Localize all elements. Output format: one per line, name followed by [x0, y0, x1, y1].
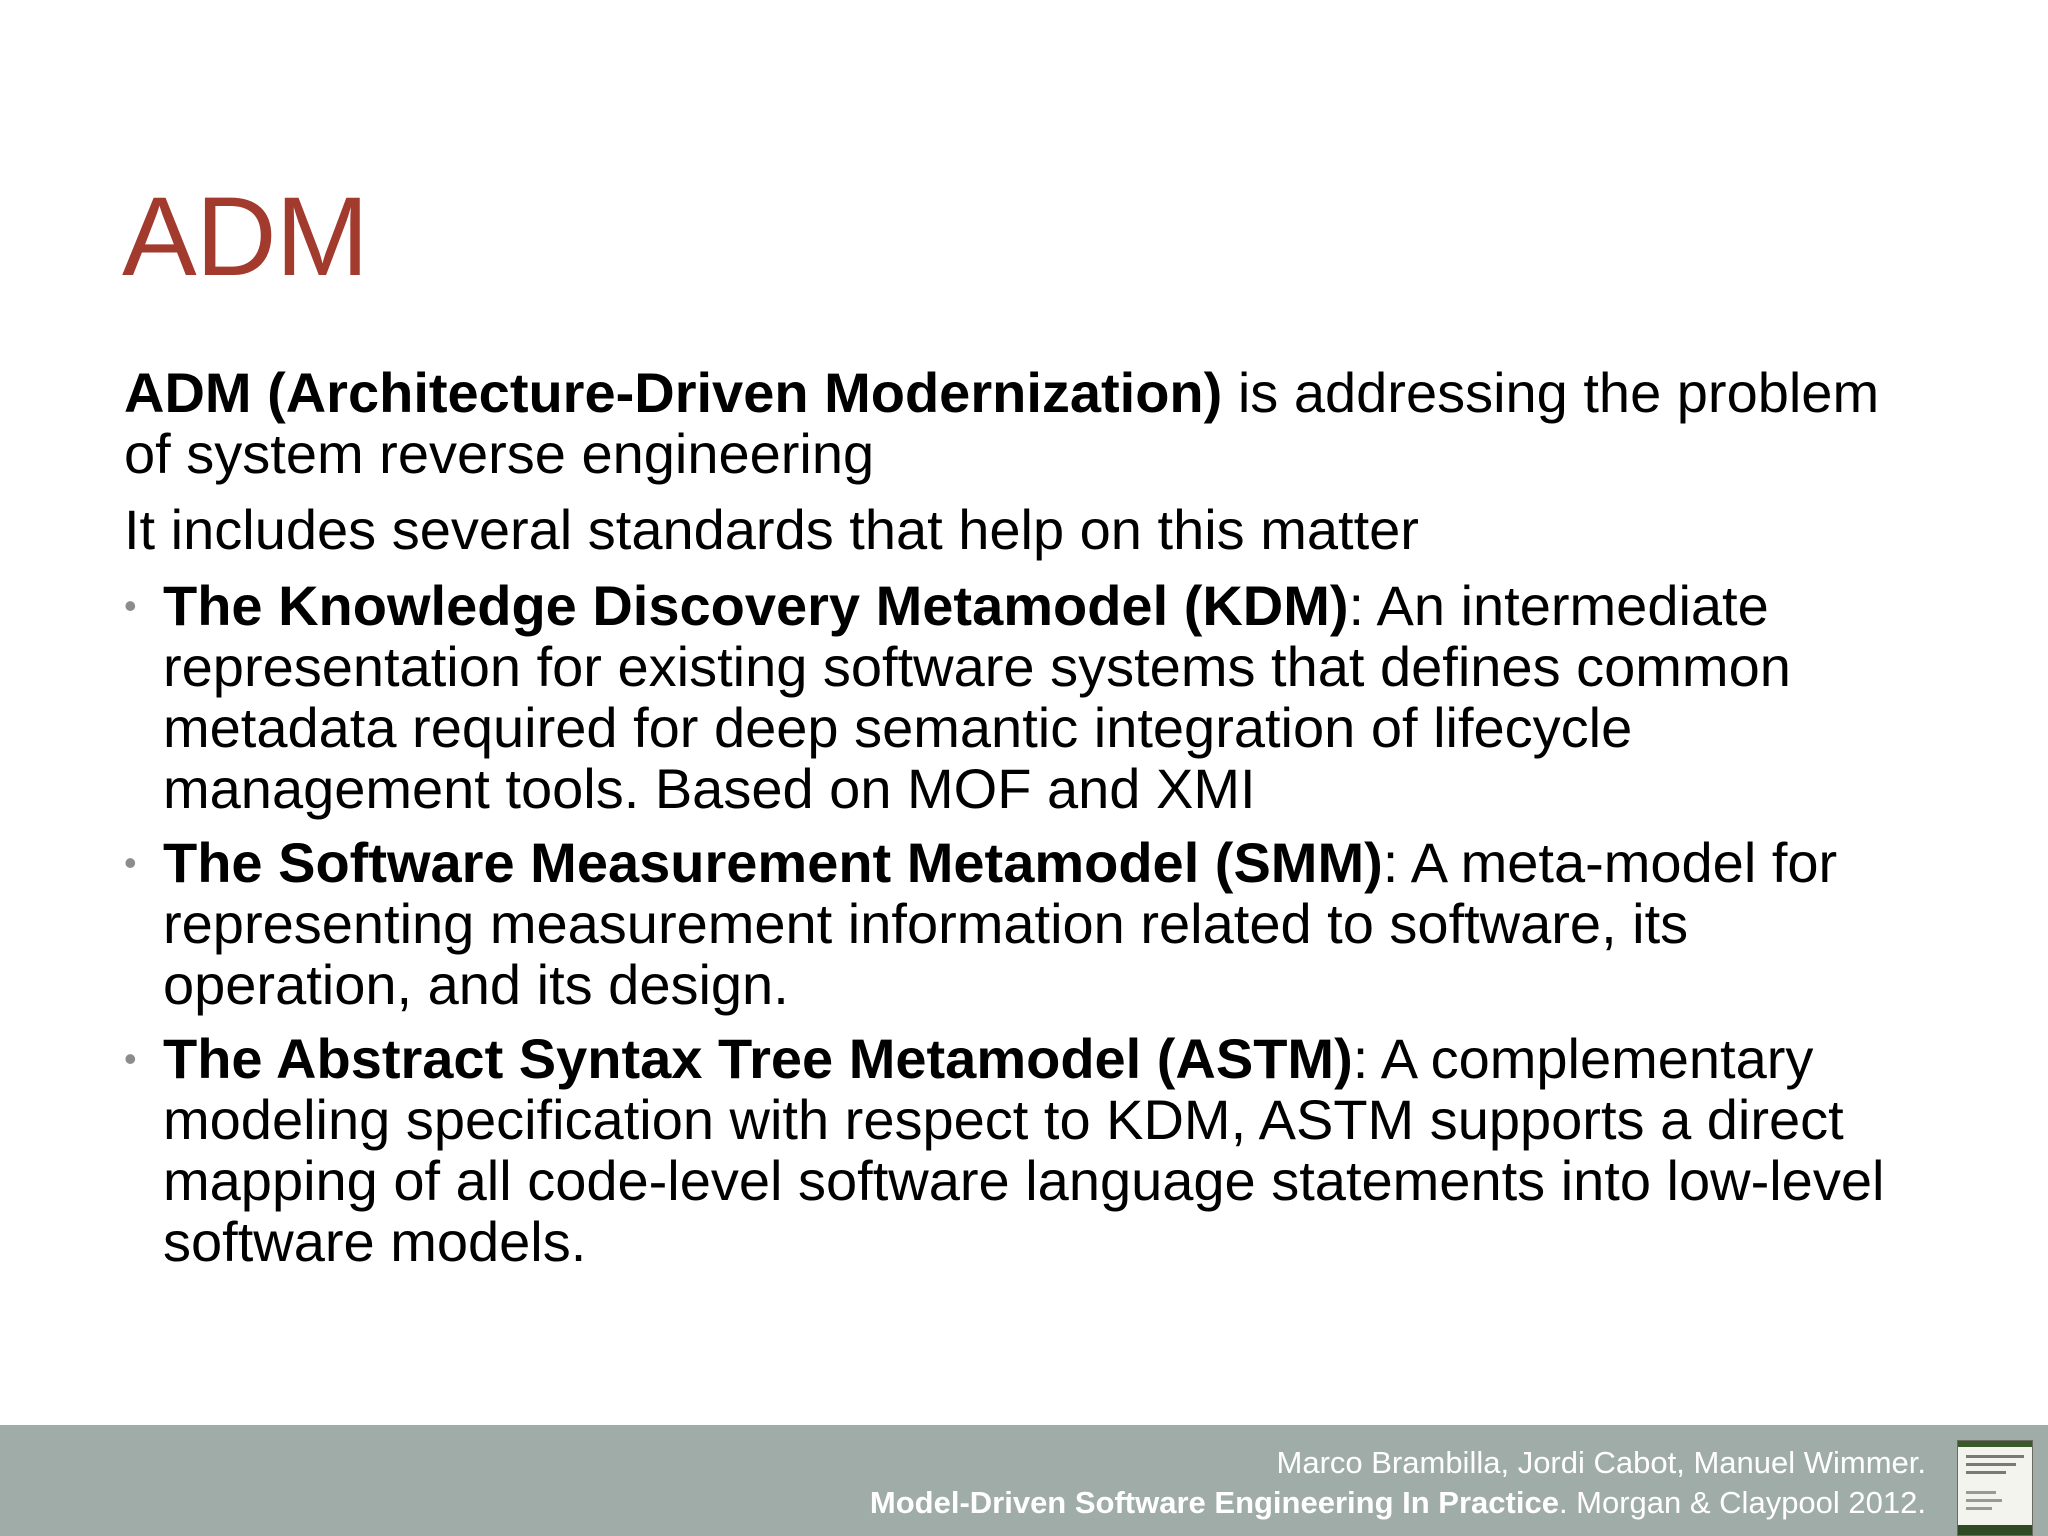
citation-book-title: Model-Driven Software Engineering In Practice	[869, 1485, 1559, 1520]
bullet-icon: •	[124, 842, 137, 883]
bullet-term: The Knowledge Discovery Metamodel (KDM)	[163, 574, 1349, 637]
citation	[870, 1443, 1926, 1523]
bullet-term: The Software Measurement Metamodel (SMM)	[163, 831, 1383, 894]
bullet-text: : An intermediate representation for existing software systems that defines common metadata required for deep semantic integration of lifecycle management tools. Based on MOF and XMI	[163, 574, 1791, 820]
bullet-icon: •	[124, 585, 137, 626]
citation-publisher: . Morgan & Claypool 2012.	[1558, 1485, 1926, 1520]
bullet-icon: •	[124, 1038, 137, 1079]
intro-paragraph	[124, 362, 1904, 484]
citation-book	[870, 1483, 1926, 1523]
intro-bold-term: ADM (Architecture-Driven Modernization)	[124, 361, 1223, 424]
intro-text: is addressing the problem of system reverse engineering	[124, 361, 1880, 485]
footer-band	[0, 1425, 2048, 1536]
second-paragraph: It includes several standards that help on this matter	[124, 498, 1419, 561]
bullet-text: : A complementary modeling specification with respect to KDM, ASTM supports a direct mapping of all code-level software language statements into low-level software models.	[163, 1027, 1885, 1273]
bullet-term: The Abstract Syntax Tree Metamodel (ASTM)	[163, 1027, 1353, 1090]
bullet-text: : A meta-model for representing measurement information related to software, its operation, and its design.	[163, 831, 1838, 1016]
citation-authors: Marco Brambilla, Jordi Cabot, Manuel Wimmer.	[1276, 1445, 1926, 1480]
book-cover-icon	[1957, 1440, 2033, 1536]
list-item-kdm	[124, 575, 1904, 819]
standards-list	[124, 575, 1904, 1272]
list-item-smm	[124, 832, 1904, 1015]
slide-body	[124, 362, 1904, 1285]
list-item-astm	[124, 1028, 1904, 1272]
slide-title: ADM	[122, 174, 368, 299]
